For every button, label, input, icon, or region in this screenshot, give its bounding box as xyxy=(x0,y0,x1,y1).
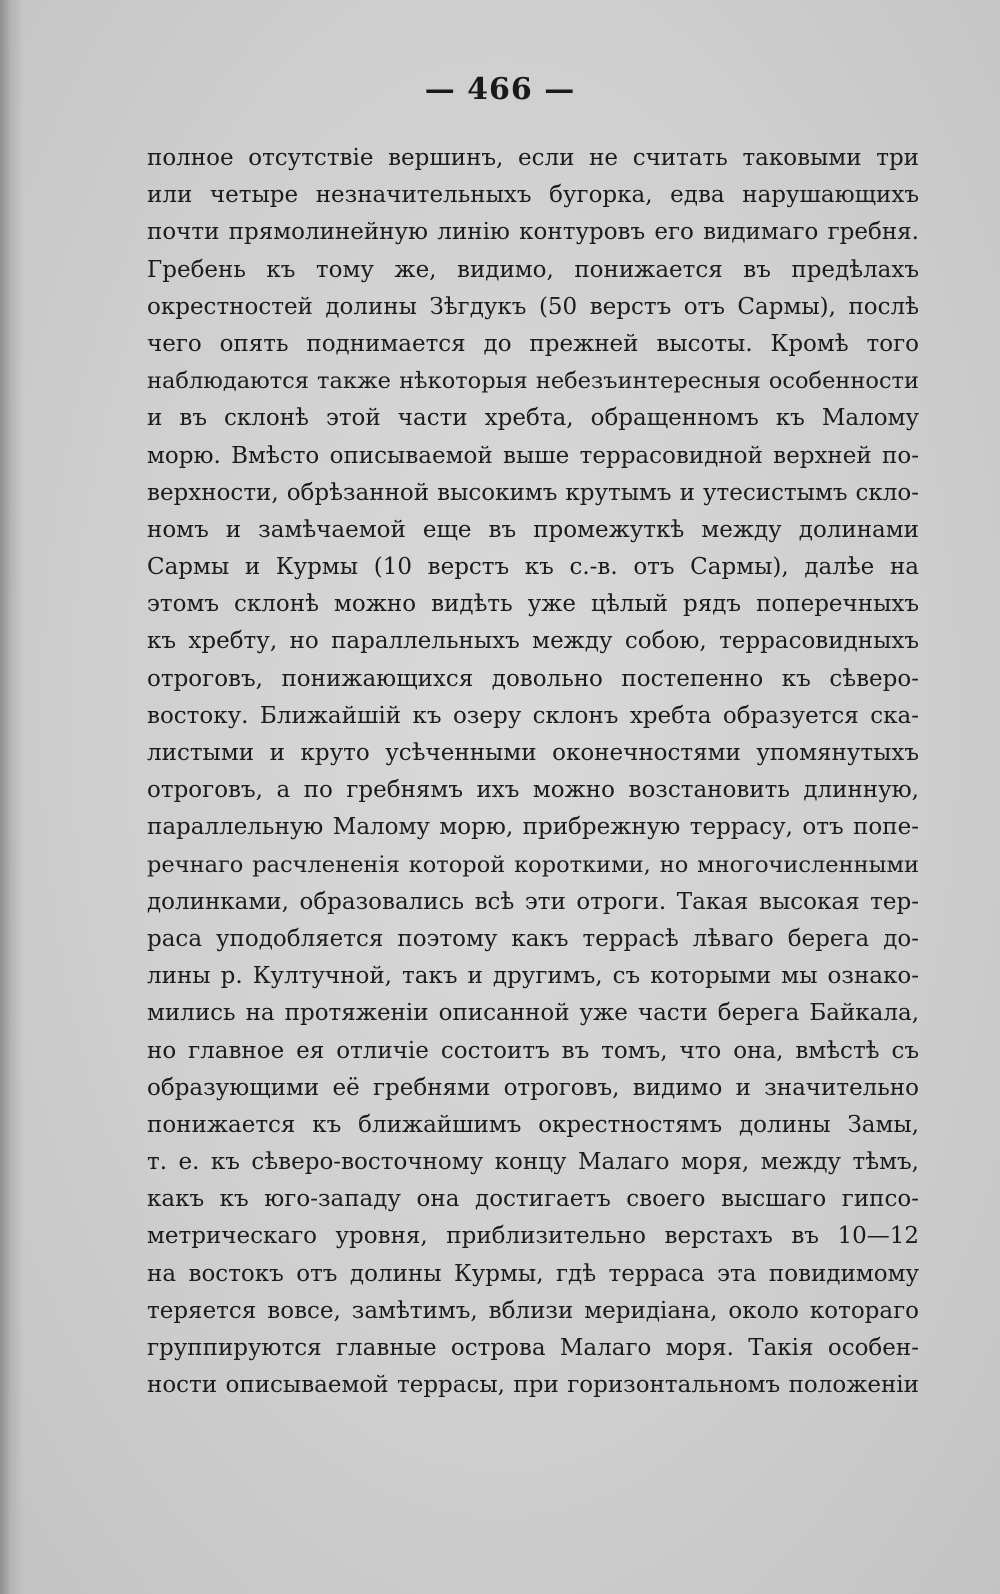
text-line: этомъ склонѣ можно видѣть уже цѣлый рядъ поперечныхъ xyxy=(147,591,919,618)
text-line: образующими её гребнями отроговъ, видимо и значительно xyxy=(147,1074,919,1101)
text-line: т. е. къ сѣверо-восточному концу Малаго моря, между тѣмъ, xyxy=(147,1149,919,1176)
text-line: какъ къ юго-западу она достигаетъ своего высшаго гипсо- xyxy=(147,1186,919,1213)
text-line: группируются главные острова Малаго моря. Такія особен- xyxy=(147,1335,919,1361)
page-number: — 466 — xyxy=(424,72,576,107)
text-line: параллельную Малому морю, прибрежную террасу, отъ попе- xyxy=(147,814,919,841)
text-line: метрическаго уровня, приблизительно верстахъ въ 10—12 xyxy=(147,1223,919,1250)
text-line: востоку. Ближайшій къ озеру склонъ хребта образуется ска- xyxy=(147,702,919,729)
text-line: но главное ея отличіе состоитъ въ томъ, что она, вмѣстѣ съ xyxy=(147,1037,919,1064)
text-line: на востокъ отъ долины Курмы, гдѣ терраса эта повидимому xyxy=(147,1260,919,1287)
page-binding-edge xyxy=(0,0,24,1594)
text-line: речнаго расчлененія которой короткими, но многочисленными xyxy=(147,851,919,878)
text-line: почти прямолинейную линію контуровъ его видимаго гребня. xyxy=(147,219,919,246)
text-line: окрестностей долины Зѣгдукъ (50 верстъ отъ Сармы), послѣ xyxy=(147,293,919,320)
text-line: лины р. Култучной, такъ и другимъ, съ которыми мы ознако- xyxy=(147,963,919,990)
text-line: верхности, обрѣзанной высокимъ крутымъ и утесистымъ скло- xyxy=(147,479,919,506)
text-line: ности описываемой террасы, при горизонтальномъ положеніи xyxy=(147,1372,919,1399)
text-line: Сармы и Курмы (10 верстъ къ с.-в. отъ Сармы), далѣе на xyxy=(147,554,919,581)
text-line: отроговъ, а по гребнямъ ихъ можно возстановить длинную, xyxy=(147,777,919,804)
text-line: наблюдаются также нѣкоторыя небезъинтересныя особенности xyxy=(147,368,919,395)
body-text xyxy=(147,140,919,1404)
text-line: понижается къ ближайшимъ окрестностямъ долины Замы, xyxy=(147,1111,919,1138)
text-line: Гребень къ тому же, видимо, понижается въ предѣлахъ xyxy=(147,256,919,283)
text-line: полное отсутствіе вершинъ, если не считать таковыми три xyxy=(147,145,919,171)
text-line: мились на протяженіи описанной уже части берега Байкала, xyxy=(147,1000,919,1027)
text-line: къ хребту, но параллельныхъ между собою, террасовидныхъ xyxy=(147,628,919,655)
text-line: или четыре незначительныхъ бугорка, едва нарушающихъ xyxy=(147,182,919,209)
text-line: теряется вовсе, замѣтимъ, вблизи меридіана, около котораго xyxy=(147,1297,919,1324)
text-line: листыми и круто усѣченными оконечностями упомянутыхъ xyxy=(147,740,919,766)
text-line: раса уподобляется поэтому какъ террасѣ лѣваго берега до- xyxy=(147,925,919,952)
text-line: и въ склонѣ этой части хребта, обращенномъ къ Малому xyxy=(147,405,919,432)
text-line: долинками, образовались всѣ эти отроги. Такая высокая тер- xyxy=(147,888,919,915)
text-line: отроговъ, понижающихся довольно постепенно къ сѣверо- xyxy=(147,665,919,692)
text-line: морю. Вмѣсто описываемой выше террасовидной верхней по- xyxy=(147,442,919,469)
text-line: номъ и замѣчаемой еще въ промежуткѣ между долинами xyxy=(147,516,919,543)
text-line: чего опять поднимается до прежней высоты. Кромѣ того xyxy=(147,330,919,357)
